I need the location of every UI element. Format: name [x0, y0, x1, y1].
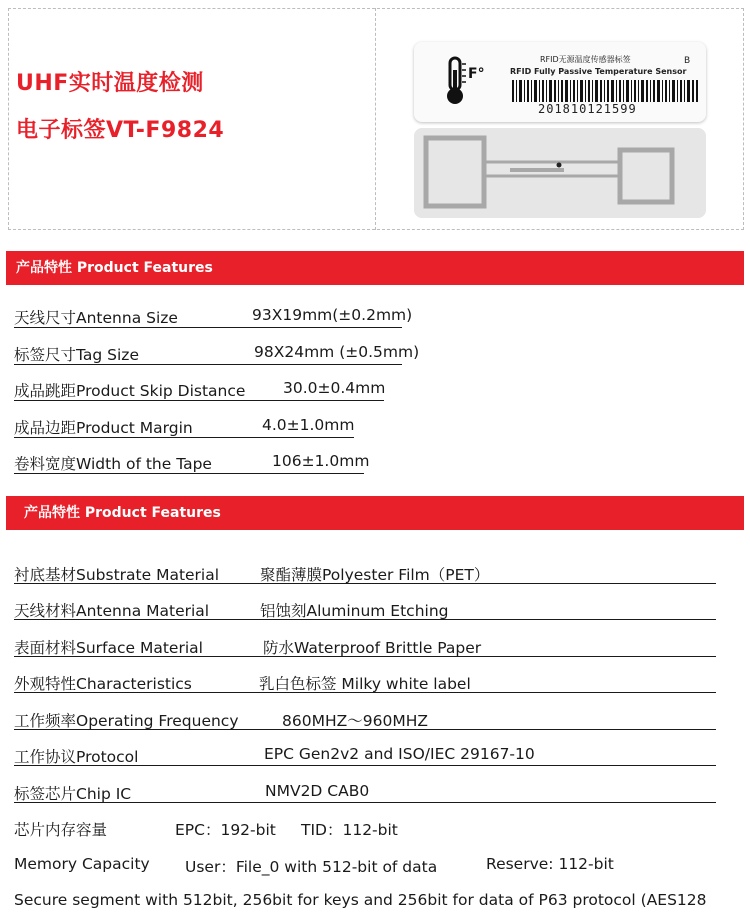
- temp-unit: F°: [468, 66, 485, 82]
- spec-value: 93X19mm(±0.2mm): [252, 306, 413, 324]
- section-header-features-2: 产品特性 Product Features: [6, 496, 744, 530]
- antenna-inlay-image: [414, 128, 706, 218]
- spec-value: 4.0±1.0mm: [262, 416, 355, 434]
- label-text-cn: RFID无源温度传感器标签: [540, 55, 631, 64]
- spec-row-antenna-size: [14, 306, 413, 328]
- spec-label: 标签尺寸Tag Size: [14, 346, 139, 364]
- memory-label-en: Memory Capacity: [14, 855, 150, 873]
- thermometer-icon: [442, 56, 488, 106]
- spec-label: 工作频率Operating Frequency: [14, 712, 239, 730]
- spec-row-margin: [14, 416, 355, 438]
- header-divider: [375, 8, 376, 230]
- spec-label: 标签芯片Chip IC: [14, 785, 132, 803]
- row-underline: [14, 765, 716, 766]
- spec-label: 天线尺寸Antenna Size: [14, 309, 178, 327]
- spec-row-characteristics: [14, 672, 471, 694]
- spec-value: 乳白色标签 Milky white label: [259, 675, 471, 693]
- spec-row-surface-material: [14, 636, 482, 658]
- row-underline: [14, 692, 716, 693]
- row-underline: [14, 619, 716, 620]
- section-header-features-1: 产品特性 Product Features: [6, 251, 744, 285]
- memory-user: User：File_0 with 512-bit of data: [185, 858, 438, 876]
- spec-value: 铝蚀刻Aluminum Etching: [260, 602, 449, 620]
- spec-value: 106±1.0mm: [272, 452, 370, 470]
- memory-epc: EPC：192-bit: [175, 821, 276, 839]
- spec-label: 工作协议Protocol: [14, 748, 139, 766]
- memory-reserve: Reserve: 112-bit: [486, 855, 614, 873]
- spec-value: 860MHZ～960MHZ: [282, 712, 428, 730]
- row-underline: [14, 802, 716, 803]
- spec-value: 聚酯薄膜Polyester Film（PET）: [260, 566, 490, 584]
- serial-number: 201810121599: [538, 102, 637, 116]
- spec-row-skip-distance: [14, 379, 386, 401]
- product-title-line1: UHF实时温度检测: [16, 71, 204, 96]
- row-underline: [14, 400, 384, 401]
- spec-label: 成品边距Product Margin: [14, 419, 193, 437]
- spec-label: 天线材料Antenna Material: [14, 602, 210, 620]
- product-title-line2: 电子标签VT-F9824: [16, 118, 225, 143]
- spec-row-tape-width: [14, 452, 370, 474]
- spec-row-chip-ic: [14, 782, 370, 804]
- spec-label: 卷料宽度Width of the Tape: [14, 455, 212, 473]
- spec-value: 98X24mm (±0.5mm): [254, 343, 420, 361]
- spec-label: 成品跳距Product Skip Distance: [14, 382, 246, 400]
- row-underline: [14, 656, 716, 657]
- spec-row-substrate: [14, 563, 490, 585]
- spec-row-frequency: [14, 709, 428, 731]
- row-underline: [14, 473, 364, 474]
- spec-row-antenna-material: [14, 599, 449, 621]
- spec-label: 表面材料Surface Material: [14, 639, 203, 657]
- spec-label: 外观特性Characteristics: [14, 675, 192, 693]
- memory-row-1: [14, 818, 398, 840]
- memory-label-cn: 芯片内存容量: [14, 821, 108, 839]
- memory-secure-segment: Secure segment with 512bit, 256bit for keys and 256bit for data of P63 protocol (AES128: [14, 891, 707, 909]
- row-underline: [14, 583, 716, 584]
- memory-row-2: [14, 855, 614, 876]
- spec-value: EPC Gen2v2 and ISO/IEC 29167-10: [264, 745, 535, 763]
- spec-value: NMV2D CAB0: [265, 782, 370, 800]
- row-underline: [14, 729, 716, 730]
- barcode-icon: [512, 80, 698, 102]
- row-underline: [14, 364, 402, 365]
- spec-row-protocol: [14, 745, 535, 767]
- memory-tid: TID：112-bit: [301, 821, 398, 839]
- spec-row-tag-size: [14, 343, 420, 365]
- row-underline: [14, 437, 354, 438]
- spec-value: 防水Waterproof Brittle Paper: [263, 639, 482, 657]
- spec-value: 30.0±0.4mm: [283, 379, 386, 397]
- label-text-en: RFID Fully Passive Temperature Sensor: [510, 67, 687, 76]
- row-underline: [14, 327, 402, 328]
- label-version: B: [684, 56, 691, 66]
- tag-label-image: [414, 42, 706, 122]
- spec-label: 衬底基材Substrate Material: [14, 566, 220, 584]
